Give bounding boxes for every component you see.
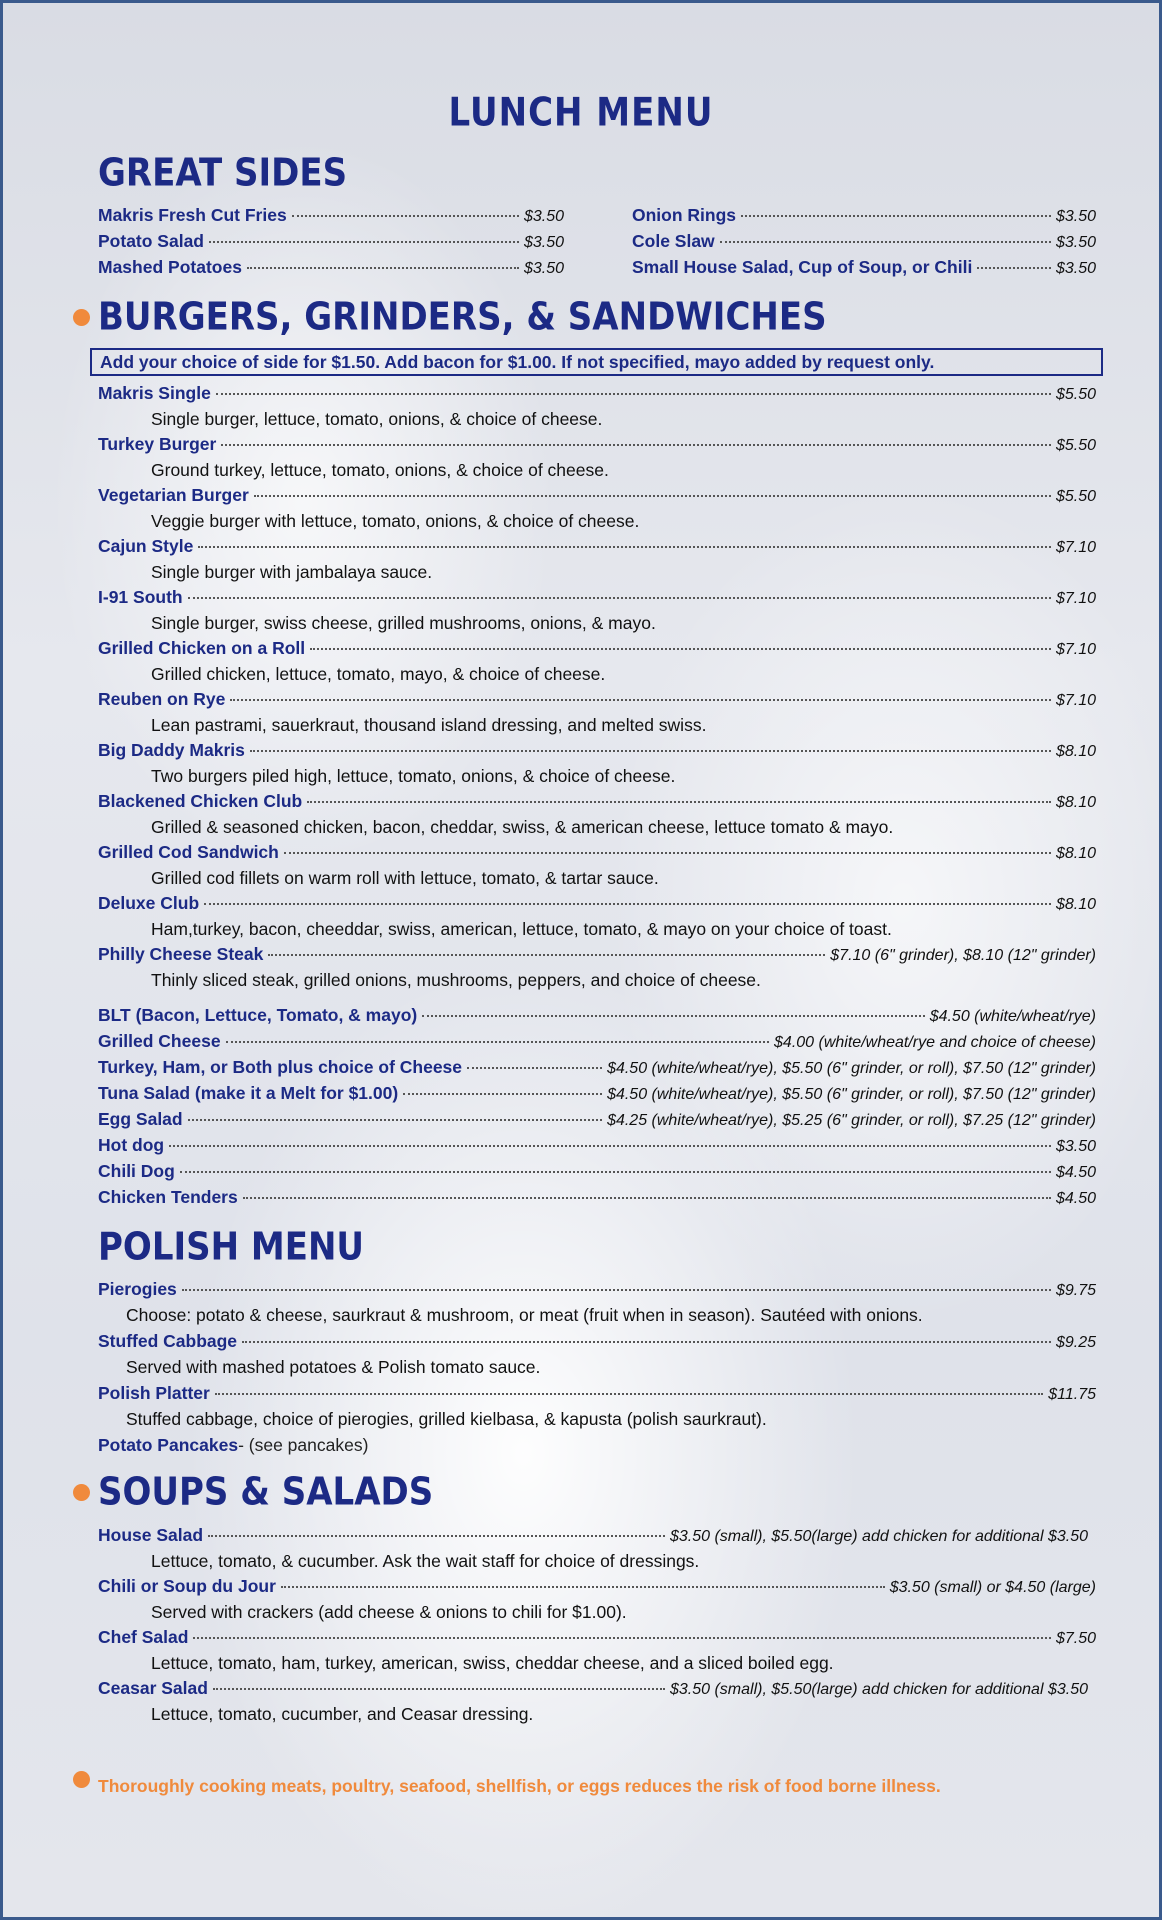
item-description: Grilled & seasoned chicken, bacon, cheddar, swiss, & american cheese, lettuce tomato & mayo. bbox=[151, 817, 894, 837]
item-description: Ground turkey, lettuce, tomato, onions, & choice of cheese. bbox=[151, 460, 609, 480]
dot-leader bbox=[198, 545, 1051, 548]
bullet-dot-icon bbox=[73, 309, 90, 326]
burgers-heading: BURGERS, GRINDERS, & SANDWICHES bbox=[98, 294, 827, 340]
dot-leader bbox=[208, 1534, 665, 1537]
item-name: Chicken Tenders bbox=[98, 1187, 238, 1207]
item-name: Onion Rings bbox=[632, 205, 737, 225]
dot-leader bbox=[720, 240, 1051, 243]
item-price: $8.10 bbox=[1055, 743, 1096, 760]
item-price: $3.50 (small) or $4.50 (large) bbox=[889, 1579, 1096, 1596]
item-description: Lettuce, tomato, cucumber, and Ceasar dressing. bbox=[151, 1704, 534, 1724]
side-item bbox=[632, 231, 1096, 256]
dot-leader bbox=[209, 240, 519, 243]
dot-leader bbox=[193, 1636, 1051, 1639]
item-price: $3.50 bbox=[1055, 208, 1096, 225]
item-name: House Salad bbox=[98, 1525, 204, 1545]
menu-item bbox=[98, 1187, 1096, 1212]
dot-leader bbox=[467, 1066, 602, 1069]
menu-item bbox=[98, 740, 1096, 765]
item-name: Reuben on Rye bbox=[98, 689, 226, 709]
item-name: Pierogies bbox=[98, 1279, 177, 1299]
item-description: Grilled chicken, lettuce, tomato, mayo, & choice of cheese. bbox=[151, 664, 606, 684]
item-name: Blackened Chicken Club bbox=[98, 791, 303, 811]
item-note: - (see pancakes) bbox=[238, 1435, 369, 1455]
dot-leader bbox=[741, 214, 1051, 217]
menu-item bbox=[98, 1005, 1096, 1030]
item-description: Two burgers piled high, lettuce, tomato, onions, & choice of cheese. bbox=[151, 766, 676, 786]
menu-item bbox=[98, 1135, 1096, 1160]
food-safety-warning: Thoroughly cooking meats, poultry, seafood, shellfish, or eggs reduces the risk of food borne illness. bbox=[98, 1776, 941, 1796]
item-description: Served with crackers (add cheese & onions to chili for $1.00). bbox=[151, 1602, 627, 1622]
item-description: Lettuce, tomato, & cucumber. Ask the wait staff for choice of dressings. bbox=[151, 1551, 700, 1571]
bullet-dot-icon bbox=[73, 1771, 90, 1788]
menu-item bbox=[98, 842, 1096, 867]
item-price: $3.50 bbox=[1055, 260, 1096, 277]
item-price: $7.10 bbox=[1055, 539, 1096, 556]
dot-leader bbox=[180, 1170, 1051, 1173]
item-price: $5.50 bbox=[1055, 488, 1096, 505]
dot-leader bbox=[215, 1392, 1043, 1395]
item-description: Lettuce, tomato, ham, turkey, american, swiss, cheddar cheese, and a sliced boiled egg. bbox=[151, 1653, 834, 1673]
item-name: Big Daddy Makris bbox=[98, 740, 245, 760]
dot-leader bbox=[403, 1092, 602, 1095]
menu-item bbox=[98, 536, 1096, 561]
item-name: Small House Salad, Cup of Soup, or Chili bbox=[632, 257, 973, 277]
bullet-dot-icon bbox=[73, 1484, 90, 1501]
item-description: Single burger, lettuce, tomato, onions, & choice of cheese. bbox=[151, 409, 603, 429]
menu-item bbox=[98, 485, 1096, 510]
menu-item bbox=[98, 1435, 1096, 1460]
menu-item bbox=[98, 638, 1096, 663]
item-price: $4.50 bbox=[1055, 1190, 1096, 1207]
item-name: Mashed Potatoes bbox=[98, 257, 242, 277]
item-name: Makris Single bbox=[98, 383, 211, 403]
dot-leader bbox=[204, 902, 1051, 905]
item-price: $4.25 (white/wheat/rye), $5.25 (6" grinder, or roll), $7.25 (12" grinder) bbox=[607, 1112, 1096, 1129]
menu-item bbox=[98, 1057, 1096, 1082]
item-name: Cole Slaw bbox=[632, 231, 715, 251]
item-price: $3.50 (small), $5.50(large) add chicken for additional $3.50 bbox=[669, 1681, 1088, 1698]
item-price: $9.25 bbox=[1055, 1334, 1096, 1351]
dot-leader bbox=[242, 1340, 1051, 1343]
item-name: Deluxe Club bbox=[98, 893, 200, 913]
item-price: $5.50 bbox=[1055, 437, 1096, 454]
soups-heading: SOUPS & SALADS bbox=[98, 1469, 434, 1515]
item-price: $7.10 bbox=[1055, 641, 1096, 658]
menu-item bbox=[98, 1525, 1088, 1550]
item-description: Served with mashed potatoes & Polish tomato sauce. bbox=[126, 1357, 541, 1377]
item-description: Stuffed cabbage, choice of pierogies, grilled kielbasa, & kapusta (polish saurkraut). bbox=[126, 1409, 767, 1429]
item-name: Grilled Cod Sandwich bbox=[98, 842, 279, 862]
dot-leader bbox=[182, 1288, 1051, 1291]
item-name: Grilled Cheese bbox=[98, 1031, 221, 1051]
dot-leader bbox=[230, 698, 1051, 701]
item-description: Choose: potato & cheese, saurkraut & mushroom, or meat (fruit when in season). Sautéed with onions. bbox=[126, 1305, 923, 1325]
item-description: Thinly sliced steak, grilled onions, mushrooms, peppers, and choice of cheese. bbox=[151, 970, 761, 990]
item-price: $3.50 bbox=[523, 234, 564, 251]
burgers-notice: Add your choice of side for $1.50. Add bacon for $1.00. If not specified, mayo added by request only. bbox=[90, 348, 1103, 376]
dot-leader bbox=[250, 749, 1051, 752]
side-item bbox=[98, 231, 564, 256]
menu-item bbox=[98, 944, 1096, 969]
item-price: $4.50 bbox=[1055, 1164, 1096, 1181]
dot-leader bbox=[243, 1196, 1051, 1199]
item-price: $3.50 bbox=[523, 208, 564, 225]
dot-leader bbox=[281, 1585, 885, 1588]
side-item bbox=[98, 257, 564, 282]
menu-item bbox=[98, 587, 1096, 612]
menu-item bbox=[98, 1678, 1088, 1703]
item-price: $7.10 bbox=[1055, 692, 1096, 709]
side-item bbox=[632, 205, 1096, 230]
dot-leader bbox=[213, 1687, 665, 1690]
item-price: $7.50 bbox=[1055, 1630, 1096, 1647]
item-name: Chili or Soup du Jour bbox=[98, 1576, 276, 1596]
menu-item bbox=[98, 791, 1096, 816]
menu-item bbox=[98, 1161, 1096, 1186]
menu-item bbox=[98, 893, 1096, 918]
dot-leader bbox=[307, 800, 1051, 803]
item-price: $8.10 bbox=[1055, 845, 1096, 862]
dot-leader bbox=[977, 266, 1051, 269]
menu-item bbox=[98, 689, 1096, 714]
item-name: Turkey Burger bbox=[98, 434, 217, 454]
item-price: $3.50 bbox=[1055, 1138, 1096, 1155]
dot-leader bbox=[292, 214, 519, 217]
dot-leader bbox=[226, 1040, 769, 1043]
item-name: Ceasar Salad bbox=[98, 1678, 208, 1698]
item-price: $8.10 bbox=[1055, 794, 1096, 811]
item-price: $4.50 (white/wheat/rye), $5.50 (6" grinder, or roll), $7.50 (12" grinder) bbox=[607, 1086, 1096, 1103]
menu-item bbox=[98, 1576, 1096, 1601]
dot-leader bbox=[216, 392, 1051, 395]
item-price: $5.50 bbox=[1055, 386, 1096, 403]
item-price: $9.75 bbox=[1055, 1282, 1096, 1299]
item-name: Philly Cheese Steak bbox=[98, 944, 264, 964]
sides-heading: GREAT SIDES bbox=[98, 150, 348, 196]
item-name: Hot dog bbox=[98, 1135, 165, 1155]
item-name: Vegetarian Burger bbox=[98, 485, 249, 505]
item-description: Grilled cod fillets on warm roll with lettuce, tomato, & tartar sauce. bbox=[151, 868, 659, 888]
item-name: Grilled Chicken on a Roll bbox=[98, 638, 306, 658]
dot-leader bbox=[169, 1144, 1051, 1147]
item-price: $7.10 bbox=[1055, 590, 1096, 607]
item-name: Makris Fresh Cut Fries bbox=[98, 205, 287, 225]
dot-leader bbox=[284, 851, 1051, 854]
page-title: LUNCH MENU bbox=[448, 90, 714, 136]
menu-item bbox=[98, 1031, 1096, 1056]
menu-item bbox=[98, 1109, 1096, 1134]
item-name: Polish Platter bbox=[98, 1383, 210, 1403]
item-name: Cajun Style bbox=[98, 536, 194, 556]
item-name: I-91 South bbox=[98, 587, 183, 607]
item-name: Egg Salad bbox=[98, 1109, 183, 1129]
item-name: Potato Pancakes bbox=[98, 1435, 239, 1455]
item-name: Potato Salad bbox=[98, 231, 204, 251]
menu-item bbox=[98, 434, 1096, 459]
dot-leader bbox=[221, 443, 1051, 446]
item-name: Chili Dog bbox=[98, 1161, 175, 1181]
side-item bbox=[98, 205, 564, 230]
menu-item bbox=[98, 1331, 1096, 1356]
item-price: $3.50 (small), $5.50(large) add chicken for additional $3.50 bbox=[669, 1528, 1088, 1545]
side-item bbox=[632, 257, 1096, 282]
item-description: Single burger, swiss cheese, grilled mushrooms, onions, & mayo. bbox=[151, 613, 656, 633]
dot-leader bbox=[310, 647, 1051, 650]
item-price: $4.00 (white/wheat/rye and choice of cheese) bbox=[774, 1034, 1096, 1051]
dot-leader bbox=[247, 266, 519, 269]
item-description: Lean pastrami, sauerkraut, thousand island dressing, and melted swiss. bbox=[151, 715, 707, 735]
item-price: $4.50 (white/wheat/rye) bbox=[929, 1008, 1096, 1025]
dot-leader bbox=[188, 1118, 602, 1121]
item-price: $3.50 bbox=[523, 260, 564, 277]
item-price: $3.50 bbox=[1055, 234, 1096, 251]
menu-item bbox=[98, 1279, 1096, 1304]
item-name: BLT (Bacon, Lettuce, Tomato, & mayo) bbox=[98, 1005, 418, 1025]
item-name: Turkey, Ham, or Both plus choice of Cheese bbox=[98, 1057, 463, 1077]
menu-item bbox=[98, 383, 1096, 408]
dot-leader bbox=[268, 953, 825, 956]
item-name: Stuffed Cabbage bbox=[98, 1331, 238, 1351]
menu-item bbox=[98, 1627, 1096, 1652]
item-description: Veggie burger with lettuce, tomato, onions, & choice of cheese. bbox=[151, 511, 640, 531]
item-price: $8.10 bbox=[1055, 896, 1096, 913]
dot-leader bbox=[422, 1014, 924, 1017]
menu-item bbox=[98, 1383, 1096, 1408]
item-price: $4.50 (white/wheat/rye), $5.50 (6" grinder, or roll), $7.50 (12" grinder) bbox=[607, 1060, 1096, 1077]
item-price: $11.75 bbox=[1048, 1386, 1096, 1403]
dot-leader bbox=[188, 596, 1051, 599]
menu-item bbox=[98, 1083, 1096, 1108]
item-description: Single burger with jambalaya sauce. bbox=[151, 562, 433, 582]
item-price: $7.10 (6" grinder), $8.10 (12" grinder) bbox=[830, 947, 1096, 964]
item-name: Tuna Salad (make it a Melt for $1.00) bbox=[98, 1083, 399, 1103]
polish-heading: POLISH MENU bbox=[98, 1224, 365, 1270]
item-name: Chef Salad bbox=[98, 1627, 189, 1647]
dot-leader bbox=[254, 494, 1051, 497]
item-description: Ham,turkey, bacon, cheeddar, swiss, american, lettuce, tomato, & mayo on your choice of toast. bbox=[151, 919, 892, 939]
